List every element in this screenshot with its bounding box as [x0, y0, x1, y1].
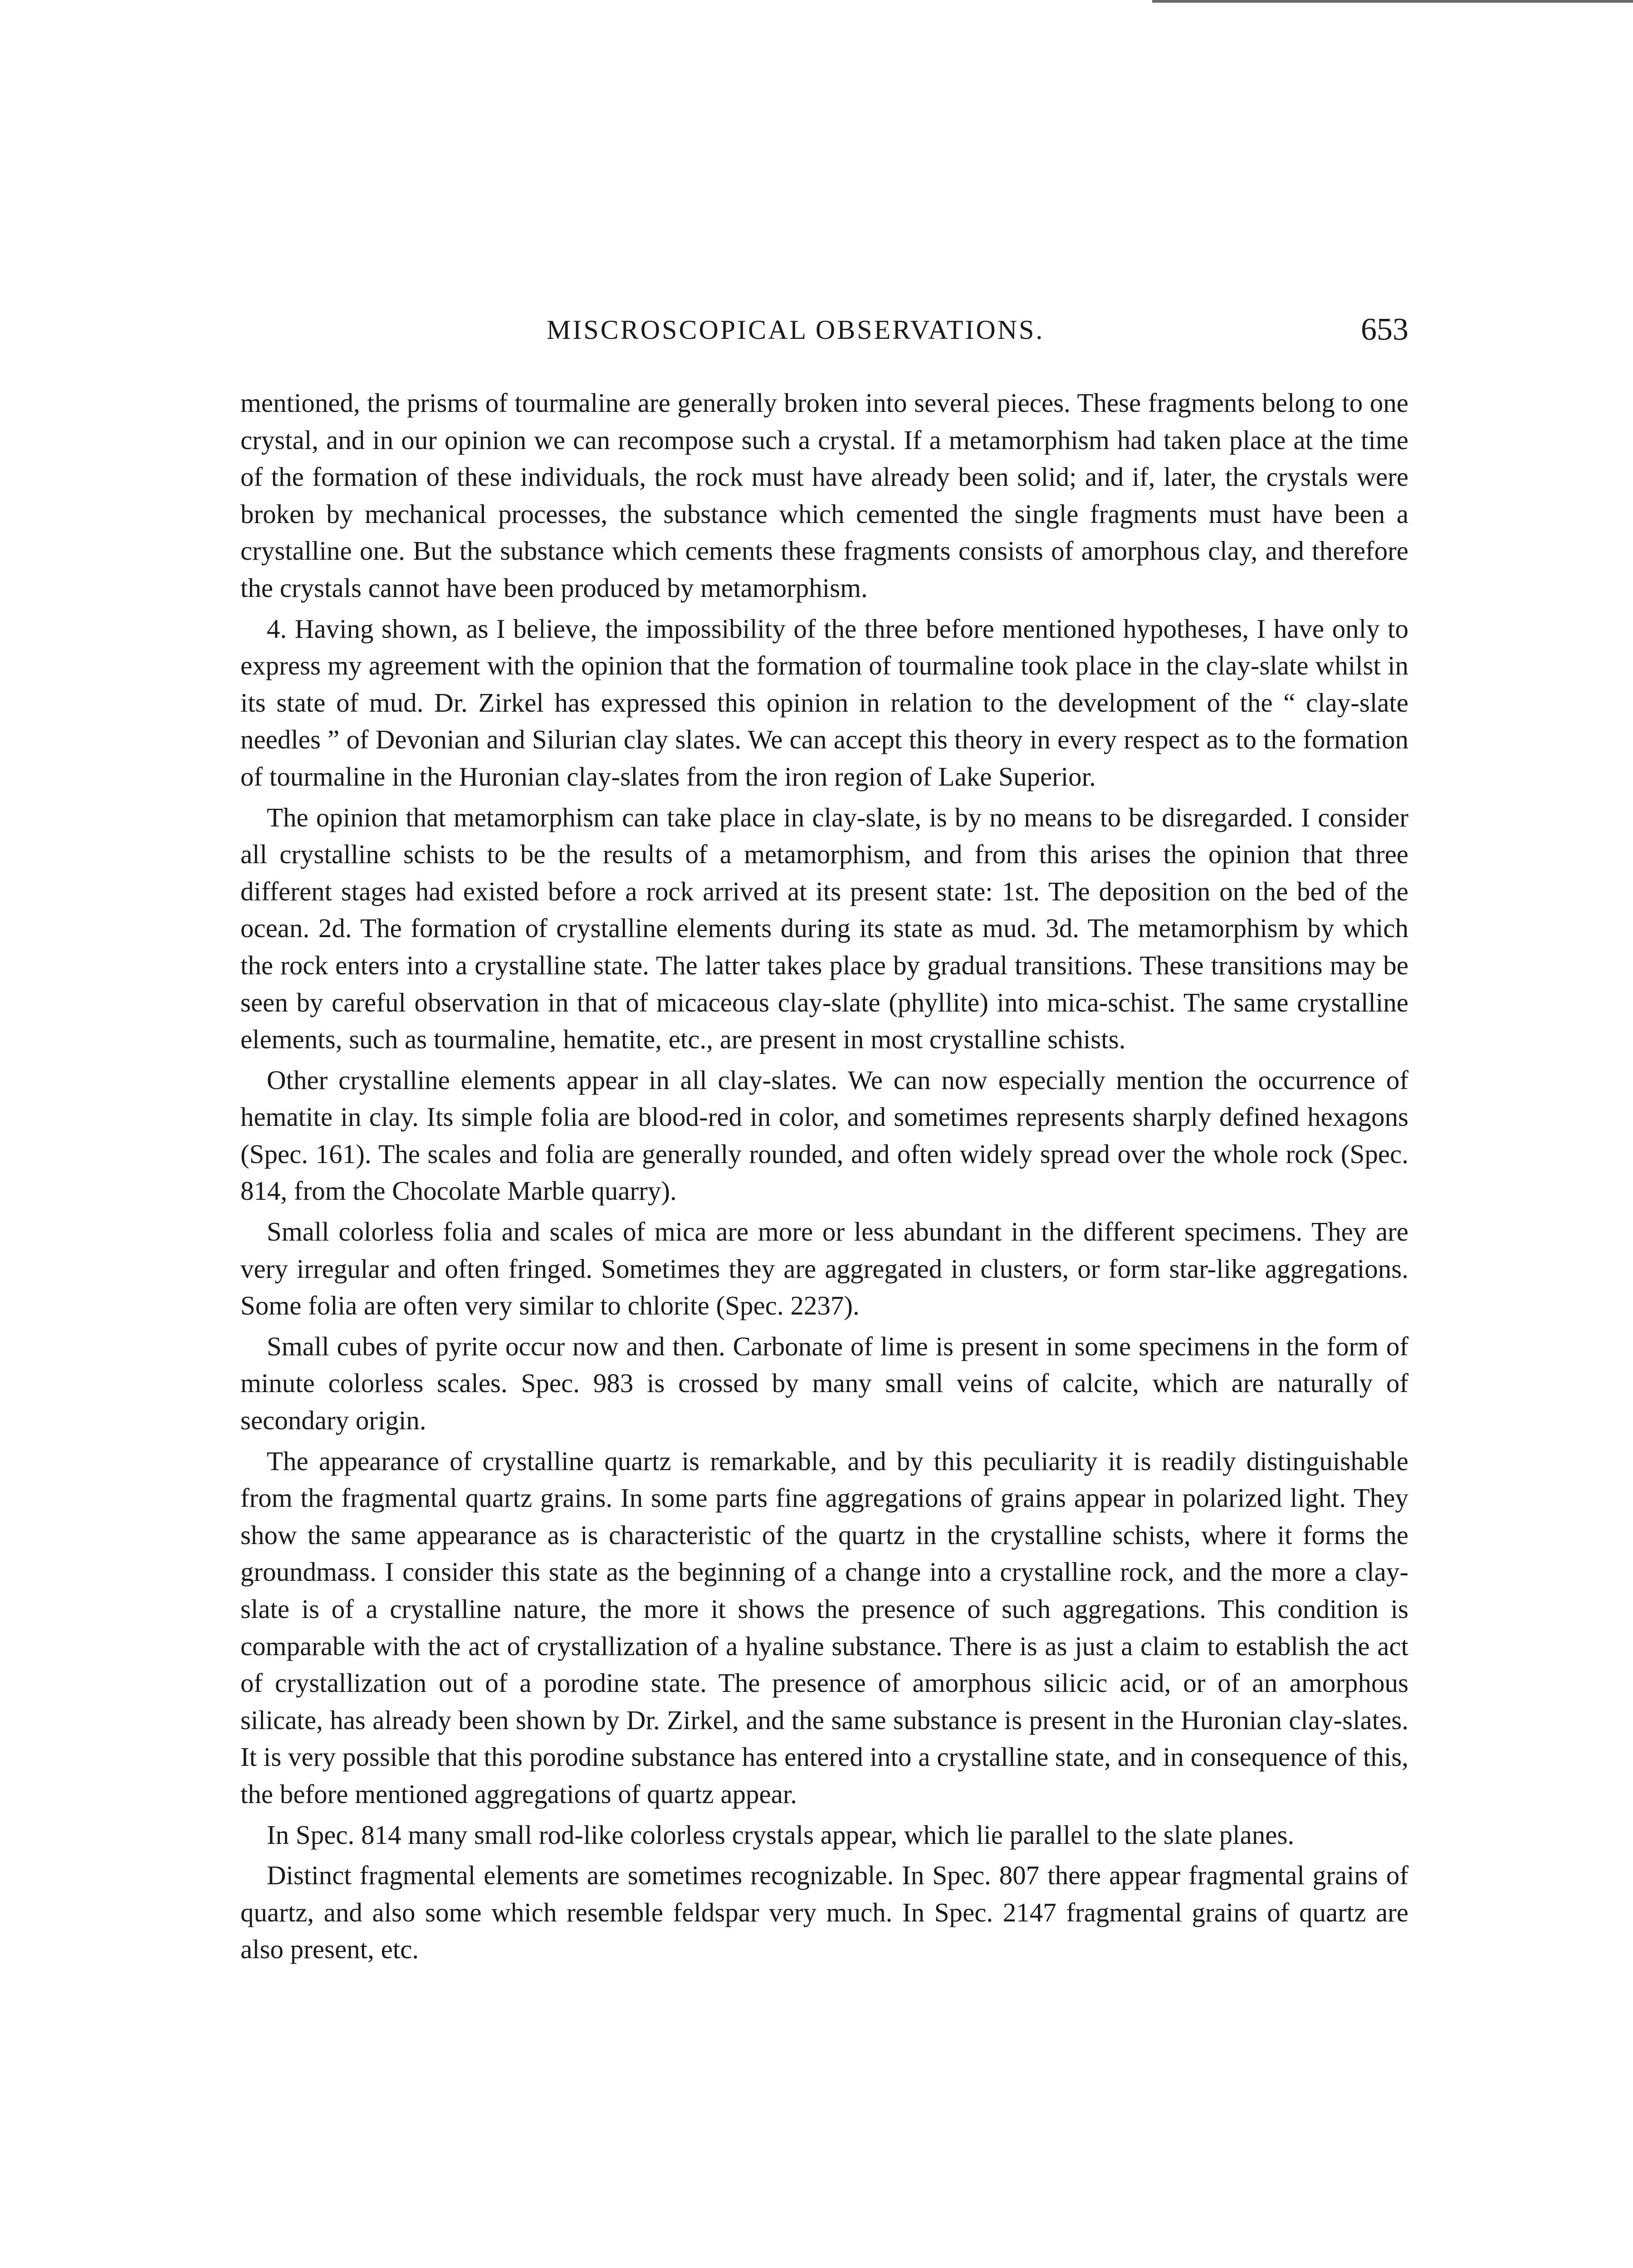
page-number: 653	[1361, 312, 1408, 347]
paragraph-hematite: Other crystalline elements appear in all clay-slates. We can now especially mention the occurrence of hematite in clay. Its simple folia are blood-red in color, and sometimes represents sharply defined hexagons (Spec. 161). The scales and folia are generally rounded, and often widely spread over the whole rock (Spec. 814, from the Chocolate Marble quarry).	[240, 1065, 1408, 1206]
paragraph-mica: Small colorless folia and scales of mica are more or less abundant in the different specimens. They are very irregular and often fringed. Sometimes they are aggregated in clusters, or form star-like aggregations. Some folia are often very similar to chlorite (Spec. 2237).	[240, 1217, 1408, 1321]
paragraph-quartz: The appearance of crystalline quartz is remarkable, and by this peculiarity it is readily distinguishable from the fragmental quartz grains. In some parts fine aggregations of grains appear in polarized light. They show the same appearance as is characteristic of the quartz in the crystalline schists, where it forms the groundmass. I consider this state as the beginning of a change into a crystalline rock, and the more a clay-slate is of a crystalline nature, the more it shows the presence of such aggregations. This condition is comparable with the act of crystallization of a hyaline substance. There is as just a claim to establish the act of crystallization out of a porodine state. The presence of amorphous silicic acid, or of an amorphous silicate, has already been shown by Dr. Zirkel, and the same substance is present in the Huronian clay-slates. It is very possible that this porodine substance has entered into a crystalline state, and in consequence of this, the before mentioned aggregations of quartz appear.	[240, 1446, 1408, 1809]
page-header	[238, 309, 1408, 350]
paragraph-hypotheses: 4. Having shown, as I believe, the impossibility of the three before mentioned hypotheses, I have only to express my agreement with the opinion that the formation of tourmaline took place in the clay-slate whilst in its state of mud. Dr. Zirkel has expressed this opinion in relation to the development of the “ clay-slate needles ” of Devonian and Silurian clay slates. We can accept this theory in every respect as to the formation of tourmaline in the Huronian clay-slates from the iron region of Lake Superior.	[240, 613, 1408, 792]
paragraph-rod-crystals: In Spec. 814 many small rod-like colorless crystals appear, which lie parallel to the slate planes.	[267, 1819, 1295, 1850]
paragraph-continued: mentioned, the prisms of tourmaline are generally broken into several pieces. These fragments belong to one crystal, and in our opinion we can recompose such a crystal. If a metamorphism had taken place at the time of the formation of these individuals, the rock must have already been solid; and if, later, the crystals were broken by mechanical processes, the substance which cemented the single fragments must have been a crystalline one. But the substance which cements these fragments consists of amorphous clay, and therefore the crystals cannot have been produced by metamorphism.	[240, 388, 1408, 603]
running-head: MISCROSCOPICAL OBSERVATIONS.	[547, 315, 1045, 345]
paragraph-fragmental: Distinct fragmental elements are sometimes recognizable. In Spec. 807 there appear fragmental grains of quartz, and also some which resemble feldspar very much. In Spec. 2147 fragmental grains of quartz are also present, etc.	[240, 1860, 1408, 1965]
top-edge-rule	[1152, 0, 1633, 3]
paragraph-metamorphism: The opinion that metamorphism can take place in clay-slate, is by no means to be disregarded. I consider all crystalline schists to be the results of a metamorphism, and from this arises the opinion that three different stages had existed before a rock arrived at its present state: 1st. The deposition on the bed of the ocean. 2d. The formation of crystalline elements during its state as mud. 3d. The metamorphism by which the rock enters into a crystalline state. The latter takes place by gradual transitions. These transitions may be seen by careful observation in that of micaceous clay-slate (phyllite) into mica-schist. The same crystalline elements, such as tourmaline, hematite, etc., are present in most crystalline schists.	[240, 802, 1408, 1055]
paragraph-pyrite: Small cubes of pyrite occur now and then. Carbonate of lime is present in some specimens in the form of minute colorless scales. Spec. 983 is crossed by many small veins of calcite, which are naturally of secondary origin.	[240, 1331, 1408, 1436]
body-text	[240, 385, 1408, 1972]
